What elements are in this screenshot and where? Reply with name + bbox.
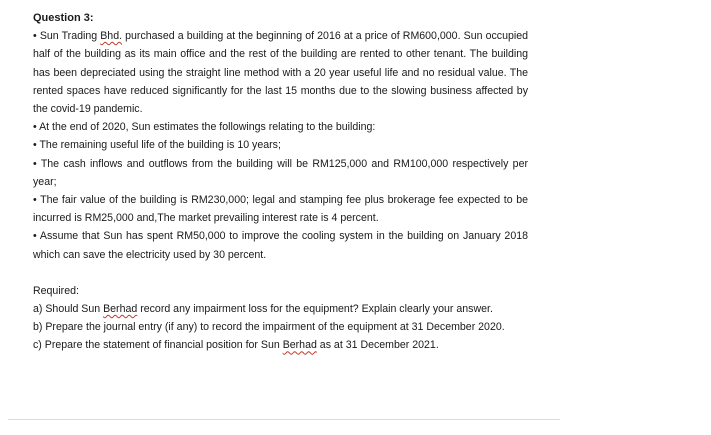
bottom-divider	[8, 419, 560, 420]
question-title: Question 3:	[33, 12, 94, 24]
bullet-cooling-system: • Assume that Sun has spent RM50,000 to improve the cooling system in the building on January 2018 which can save the electricity used by 30 percent.	[33, 230, 528, 261]
bullet-purchase-prefix: • Sun Trading	[33, 30, 101, 43]
spellcheck-word-bhd: Bhd.	[100, 30, 123, 43]
section-gap	[33, 264, 528, 282]
bullet-estimates: • At the end of 2020, Sun estimates the followings relating to the building:	[33, 121, 376, 134]
spellcheck-word-berhad-c: Berhad	[282, 339, 317, 352]
bullet-purchase-rest: purchased a building at the beginning of 2016 at a price of RM600,000. Sun occupied half of the building as its main office and the rest of the building are rented to other tenant. The building has been depreciated using the straight line method with a 20 year useful life and no residual value. The rented spaces have reduced significantly for the last 15 months due to the slowing business affected by the covid-19 pandemic.	[33, 30, 528, 116]
bullet-cash-flows: • The cash inflows and outflows from the building will be RM125,000 and RM100,000 respectively per year;	[33, 157, 528, 188]
required-item-a	[33, 300, 528, 318]
required-heading: Required:	[33, 284, 79, 297]
required-a-prefix: a) Should Sun	[33, 303, 104, 316]
required-item-c	[33, 336, 528, 354]
required-item-b: b) Prepare the journal entry (if any) to record the impairment of the equipment at 31 December 2020.	[33, 321, 505, 334]
bullet-purchase	[33, 27, 528, 118]
required-c-prefix: c) Prepare the statement of financial position for Sun	[33, 339, 283, 352]
required-a-rest: record any impairment loss for the equipment? Explain clearly your answer.	[137, 303, 493, 316]
bullet-fair-value: • The fair value of the building is RM230,000; legal and stamping fee plus brokerage fee expected to be incurred is RM25,000 and,The market prevailing interest rate is 4 percent.	[33, 194, 528, 225]
question-document	[33, 9, 528, 355]
required-c-rest: as at 31 December 2021.	[316, 339, 439, 352]
bullet-useful-life: • The remaining useful life of the building is 10 years;	[33, 139, 281, 152]
spellcheck-word-berhad-a: Berhad	[103, 303, 138, 316]
